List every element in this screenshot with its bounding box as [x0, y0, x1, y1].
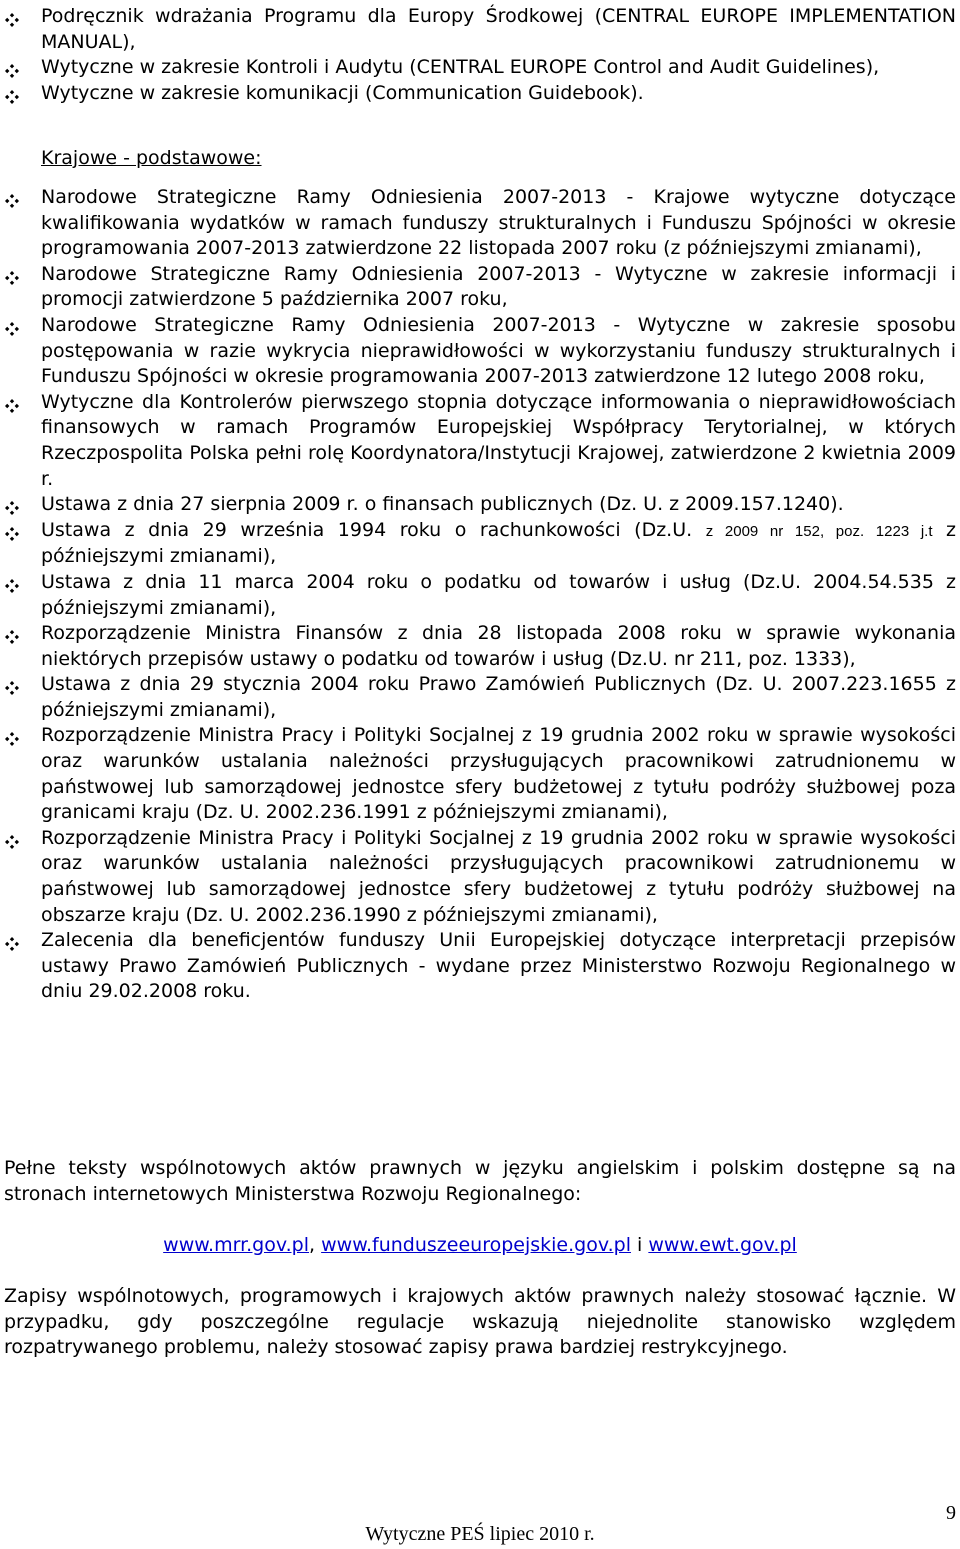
- list-item: [0, 723, 960, 825]
- list-item-text: Ustawa z dnia 11 marca 2004 roku o podatku od towarów i usług (Dz.U. 2004.54.535 z późniejszymi zmianami),: [41, 570, 956, 619]
- national-list: [0, 185, 960, 1005]
- list-item: [0, 518, 960, 570]
- paragraph-full-texts: Pełne teksty wspólnotowych aktów prawnych w języku angielskim i polskim dostępne są na stronach internetowych Ministerstwa Rozwoju Regionalnego:: [4, 1157, 956, 1205]
- list-item-text: Wytyczne w zakresie Kontroli i Audytu (CENTRAL EUROPE Control and Audit Guidelines),: [41, 56, 880, 79]
- list-item-text: Ustawa z dnia 29 września 1994 roku o rachunkowości (Dz.U.: [41, 518, 706, 541]
- link-separator: i: [630, 1234, 649, 1256]
- list-item-text: Rozporządzenie Ministra Pracy i Polityki Socjalnej z 19 grudnia 2002 roku w sprawie wysokości oraz warunków ustalania należności przysługujących pracownikowi zatrudnionemu w państwowej lub samorządowej jednostce sfery budżetowej z tytułu podróży służbowej na obszarze kraju (Dz. U. 2002.236.1990 z późniejszymi zmianami),: [41, 826, 956, 926]
- bullet-icon: [4, 832, 20, 848]
- list-item-text: Wytyczne w zakresie komunikacji (Communication Guidebook).: [41, 81, 644, 104]
- bullet-icon: [4, 678, 20, 694]
- bullet-icon: [4, 576, 20, 592]
- list-item-text: Ustawa z dnia 29 stycznia 2004 roku Prawo Zamówień Publicznych (Dz. U. 2007.223.1655 z późniejszymi zmianami),: [41, 673, 956, 721]
- list-item-text: Rozporządzenie Ministra Pracy i Polityki Socjalnej z 19 grudnia 2002 roku w sprawie wysokości oraz warunków ustalania należności przysługujących pracownikowi zatrudnionemu w państwowej lub samorządowej jednostce sfery budżetowej z tytułu podróży służbowej poza granicami kraju (Dz. U. 2002.236.1991 z późniejszymi zmianami),: [41, 724, 956, 824]
- list-item: [0, 570, 960, 621]
- list-item-text: Podręcznik wdrażania Programu dla Europy Środkowej (CENTRAL EUROPE IMPLEMENTATION MANUAL),: [41, 5, 956, 53]
- bullet-icon: [4, 729, 20, 745]
- list-item: [0, 928, 960, 1005]
- list-item: [0, 81, 960, 107]
- link-funduszeeuropejskie[interactable]: www.funduszeeuropejskie.gov.pl: [321, 1234, 631, 1256]
- list-item: [0, 55, 960, 81]
- list-item: [0, 390, 960, 492]
- list-item: [0, 621, 960, 672]
- list-item: [0, 826, 960, 928]
- bullet-icon: [4, 524, 20, 540]
- list-item: [0, 492, 960, 518]
- bullet-icon: [4, 396, 20, 412]
- paragraph-regulations: Zapisy wspólnotowych, programowych i krajowych aktów prawnych należy stosować łącznie. W przypadku, gdy poszczególne regulacje wskazują niejednolite stanowisko względem rozpatrywanego problemu, należy stosować zapisy prawa bardziej restrykcyjnego.: [4, 1285, 956, 1359]
- link-ewt[interactable]: www.ewt.gov.pl: [648, 1234, 797, 1256]
- page-footer: Wytyczne PEŚ lipiec 2010 r.: [365, 1523, 595, 1545]
- link-mrr[interactable]: www.mrr.gov.pl: [163, 1234, 310, 1256]
- section-heading: Krajowe - podstawowe:: [41, 147, 262, 169]
- page-number: 9: [946, 1502, 956, 1524]
- list-item-text: Narodowe Strategiczne Ramy Odniesienia 2007-2013 - Wytyczne w zakresie sposobu postępowania w razie wykrycia nieprawidłowości w wykorzystaniu funduszy strukturalnych i Funduszu Spójności w okresie programowania 2007-2013 zatwierdzone 12 lutego 2008 roku,: [41, 313, 956, 388]
- bullet-icon: [4, 10, 20, 26]
- list-item-text: Wytyczne dla Kontrolerów pierwszego stopnia dotyczące informowania o nieprawidłowościach finansowych w ramach Programów Europejskiej Współpracy Terytorialnej, w których Rzeczpospolita Polska pełni rolę Koordynatora/Instytucji Krajowej, zatwierdzone 2 kwietnia 2009 r.: [41, 390, 956, 490]
- list-item: [0, 262, 960, 313]
- bullet-icon: [4, 934, 20, 950]
- bullet-icon: [4, 498, 20, 514]
- list-item: [0, 313, 960, 390]
- list-item-text: Narodowe Strategiczne Ramy Odniesienia 2007-2013 - Wytyczne w zakresie informacji i promocji zatwierdzone 5 października 2007 roku,: [41, 262, 956, 311]
- bullet-icon: [4, 191, 20, 207]
- bullet-icon: [4, 61, 20, 77]
- bullet-icon: [4, 268, 20, 284]
- list-item: [0, 4, 960, 55]
- bullet-icon: [4, 87, 20, 103]
- intro-list: [0, 4, 960, 106]
- links-line: [0, 1233, 960, 1259]
- list-item-text: Ustawa z dnia 27 sierpnia 2009 r. o finansach publicznych (Dz. U. z 2009.157.1240).: [41, 493, 844, 516]
- list-item-text-rest: z późniejszymi zmianami),: [41, 518, 957, 568]
- list-item-text: Zalecenia dla beneficjentów funduszy Unii Europejskiej dotyczące interpretacji przepisów ustawy Prawo Zamówień Publicznych - wydane przez Ministerstwo Rozwoju Regionalnego w dniu 29.02.2008 roku.: [41, 929, 956, 1003]
- list-item: [0, 672, 960, 723]
- list-item-small-text: z 2009 nr 152, poz. 1223 j.t: [705, 522, 933, 540]
- bullet-icon: [4, 627, 20, 643]
- bullet-icon: [4, 319, 20, 335]
- list-item: [0, 185, 960, 262]
- link-separator: ,: [309, 1234, 322, 1256]
- list-item-text: Narodowe Strategiczne Ramy Odniesienia 2007-2013 - Krajowe wytyczne dotyczące kwalifikowania wydatków w ramach funduszy strukturalnych i Funduszu Spójności w okresie programowania 2007-2013 zatwierdzone 22 listopada 2007 roku (z późniejszymi zmianami),: [41, 186, 956, 260]
- list-item-text: Rozporządzenie Ministra Finansów z dnia 28 listopada 2008 roku w sprawie wykonania niektórych przepisów ustawy o podatku od towarów i usług (Dz.U. nr 211, poz. 1333),: [41, 622, 956, 670]
